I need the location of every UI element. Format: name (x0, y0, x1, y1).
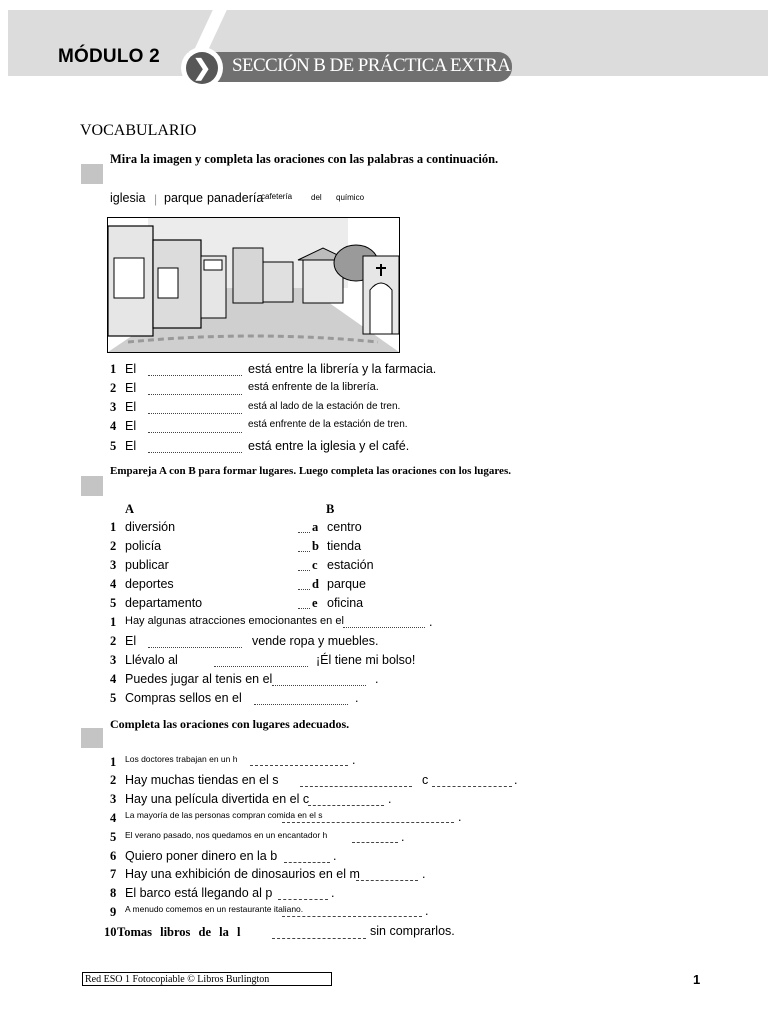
sentence-text: Hay una película divertida en el c (125, 792, 310, 806)
sentence-end: . (355, 691, 359, 705)
item-number: 1 (110, 362, 117, 376)
item-number: 6 (110, 849, 117, 863)
sentence-end: ¡Él tiene mi bolso! (316, 653, 416, 667)
answer-blank[interactable] (272, 685, 366, 686)
item-start: El (125, 439, 137, 453)
column-a-item: departamento (125, 596, 203, 610)
item-number: 5 (110, 596, 117, 610)
word-bank-word: químico (336, 193, 365, 202)
sentence-start: El (125, 634, 137, 648)
match-blank[interactable] (298, 551, 310, 552)
column-b-item: oficina (327, 596, 364, 610)
answer-blank[interactable] (148, 452, 242, 453)
sentence-text: Quiero poner dinero en la b (125, 849, 278, 863)
sentence-text: Los doctores trabajan en un h (125, 754, 238, 764)
answer-blank[interactable] (254, 704, 348, 705)
item-number: 3 (110, 400, 117, 414)
answer-blank[interactable] (300, 786, 412, 787)
sentence-start: Puedes jugar al tenis en el (125, 672, 273, 686)
item-number: 2 (110, 381, 117, 395)
item-start: El (125, 400, 137, 414)
sentence-end: . (422, 867, 426, 881)
item-end: está entre la iglesia y el café. (248, 439, 410, 453)
item-letter: d (312, 577, 319, 591)
answer-blank[interactable] (148, 413, 242, 414)
sentence-start: Compras sellos en el (125, 691, 242, 705)
answer-blank[interactable] (356, 880, 418, 881)
word-bank-word: del (311, 193, 322, 202)
word-bank-word: iglesia (110, 191, 146, 205)
sentence-text: A menudo comemos en un restaurante italiano. (125, 904, 304, 914)
answer-blank[interactable] (272, 938, 366, 939)
column-b-item: parque (327, 577, 366, 591)
column-b-header: B (326, 502, 335, 516)
answer-blank[interactable] (432, 786, 512, 787)
sentence-end: vende ropa y muebles. (252, 634, 379, 648)
item-number: 5 (110, 439, 117, 453)
word-bank-word: panadería (207, 191, 264, 205)
answer-blank[interactable] (352, 842, 398, 843)
answer-blank[interactable] (148, 394, 242, 395)
match-blank[interactable] (298, 570, 310, 571)
item-number: 8 (110, 886, 117, 900)
sentence-end: . (388, 792, 392, 806)
item-number: 2 (110, 773, 117, 787)
copyright-notice: Red ESO 1 Fotocopiable © Libros Burlington (82, 972, 332, 986)
sentence-end: . (375, 672, 379, 686)
sentence-end: sin comprarlos. (370, 924, 455, 938)
sentence-text: Hay muchas tiendas en el s (125, 773, 279, 787)
page-number: 1 (693, 972, 701, 987)
answer-blank[interactable] (284, 862, 330, 863)
item-end: está al lado de la estación de tren. (248, 401, 401, 412)
item-end: está enfrente de la librería. (248, 381, 379, 393)
exercise1-instruction: Mira la imagen y completa las oraciones con las palabras a continuación. (110, 152, 499, 166)
column-a-item: policía (125, 539, 162, 553)
section-heading: VOCABULARIO (80, 122, 197, 139)
item-letter: c (312, 558, 318, 572)
sentence-text: Tomas libros de la l (117, 925, 241, 939)
sentence-end: . (401, 830, 405, 844)
match-blank[interactable] (298, 532, 310, 533)
sentence-mid: c (422, 773, 429, 787)
word-bank-separator: | (154, 192, 158, 206)
item-number: 5 (110, 830, 117, 844)
answer-blank[interactable] (148, 375, 242, 376)
item-number: 9 (110, 905, 117, 919)
column-a-item: deportes (125, 577, 174, 591)
item-start: El (125, 419, 137, 433)
sentence-end: . (331, 886, 335, 900)
match-blank[interactable] (298, 608, 310, 609)
item-number: 4 (110, 672, 117, 686)
word-bank-word: cafetería (261, 192, 293, 201)
exercise2-instruction: Empareja A con B para formar lugares. Luego completa las oraciones con los lugares. (110, 465, 511, 477)
item-number: 7 (110, 867, 117, 881)
item-number: 1 (110, 615, 117, 629)
exercise3-instruction: Completa las oraciones con lugares adecuados. (110, 717, 350, 731)
exercise2-number-box (81, 476, 103, 496)
exercise3-number-box (81, 728, 103, 748)
item-letter: b (312, 539, 319, 553)
answer-blank[interactable] (282, 916, 422, 917)
answer-blank[interactable] (214, 666, 308, 667)
chevron-right-icon: ❯ (186, 52, 218, 84)
item-end: está enfrente de la estación de tren. (248, 419, 408, 430)
answer-blank[interactable] (343, 627, 425, 628)
sentence-start: Hay algunas atracciones emocionantes en el (125, 615, 344, 627)
sentence-text: El barco está llegando al p (125, 886, 273, 900)
answer-blank[interactable] (148, 432, 242, 433)
sentence-text: Hay una exhibición de dinosaurios en el m (125, 867, 360, 881)
item-number: 1 (110, 755, 117, 769)
answer-blank[interactable] (308, 805, 384, 806)
item-number: 2 (110, 539, 117, 553)
answer-blank[interactable] (250, 765, 348, 766)
column-a-item: diversión (125, 520, 176, 534)
item-start: El (125, 362, 137, 376)
sentence-start: Llévalo al (125, 653, 178, 667)
item-number: 10 (104, 925, 117, 939)
sentence-end: . (352, 753, 356, 767)
item-number: 3 (110, 653, 117, 667)
item-number: 3 (110, 558, 117, 572)
section-title: SECCIÓN B DE PRÁCTICA EXTRA (232, 55, 511, 76)
sentence-end: . (425, 904, 429, 918)
street-scene-drawing (108, 218, 399, 352)
item-number: 1 (110, 520, 117, 534)
column-b-item: centro (327, 520, 362, 534)
item-number: 4 (110, 577, 117, 591)
column-b-item: estación (327, 558, 374, 572)
module-title: MÓDULO 2 (58, 46, 160, 67)
item-number: 3 (110, 792, 117, 806)
item-letter: e (312, 596, 318, 610)
column-a-item: publicar (125, 558, 169, 572)
item-number: 5 (110, 691, 117, 705)
item-number: 4 (110, 419, 117, 433)
sentence-text: El verano pasado, nos quedamos en un encantador h (125, 830, 328, 840)
column-a-header: A (125, 502, 135, 516)
item-letter: a (312, 520, 319, 534)
sentence-end: . (333, 849, 337, 863)
answer-blank[interactable] (148, 647, 242, 648)
answer-blank[interactable] (282, 822, 454, 823)
sentence-text: La mayoría de las personas compran comida en el s (125, 810, 323, 820)
item-end: está entre la librería y la farmacia. (248, 362, 437, 376)
item-number: 2 (110, 634, 117, 648)
word-bank-word: parque (164, 191, 203, 205)
town-street-illustration (107, 217, 400, 353)
match-blank[interactable] (298, 589, 310, 590)
sentence-end: . (514, 773, 518, 787)
item-start: El (125, 381, 137, 395)
column-b-item: tienda (327, 539, 362, 553)
answer-blank[interactable] (278, 899, 328, 900)
exercise1-number-box (81, 164, 103, 184)
sentence-end: . (429, 615, 433, 629)
item-number: 4 (110, 811, 117, 825)
sentence-end: . (458, 810, 462, 824)
